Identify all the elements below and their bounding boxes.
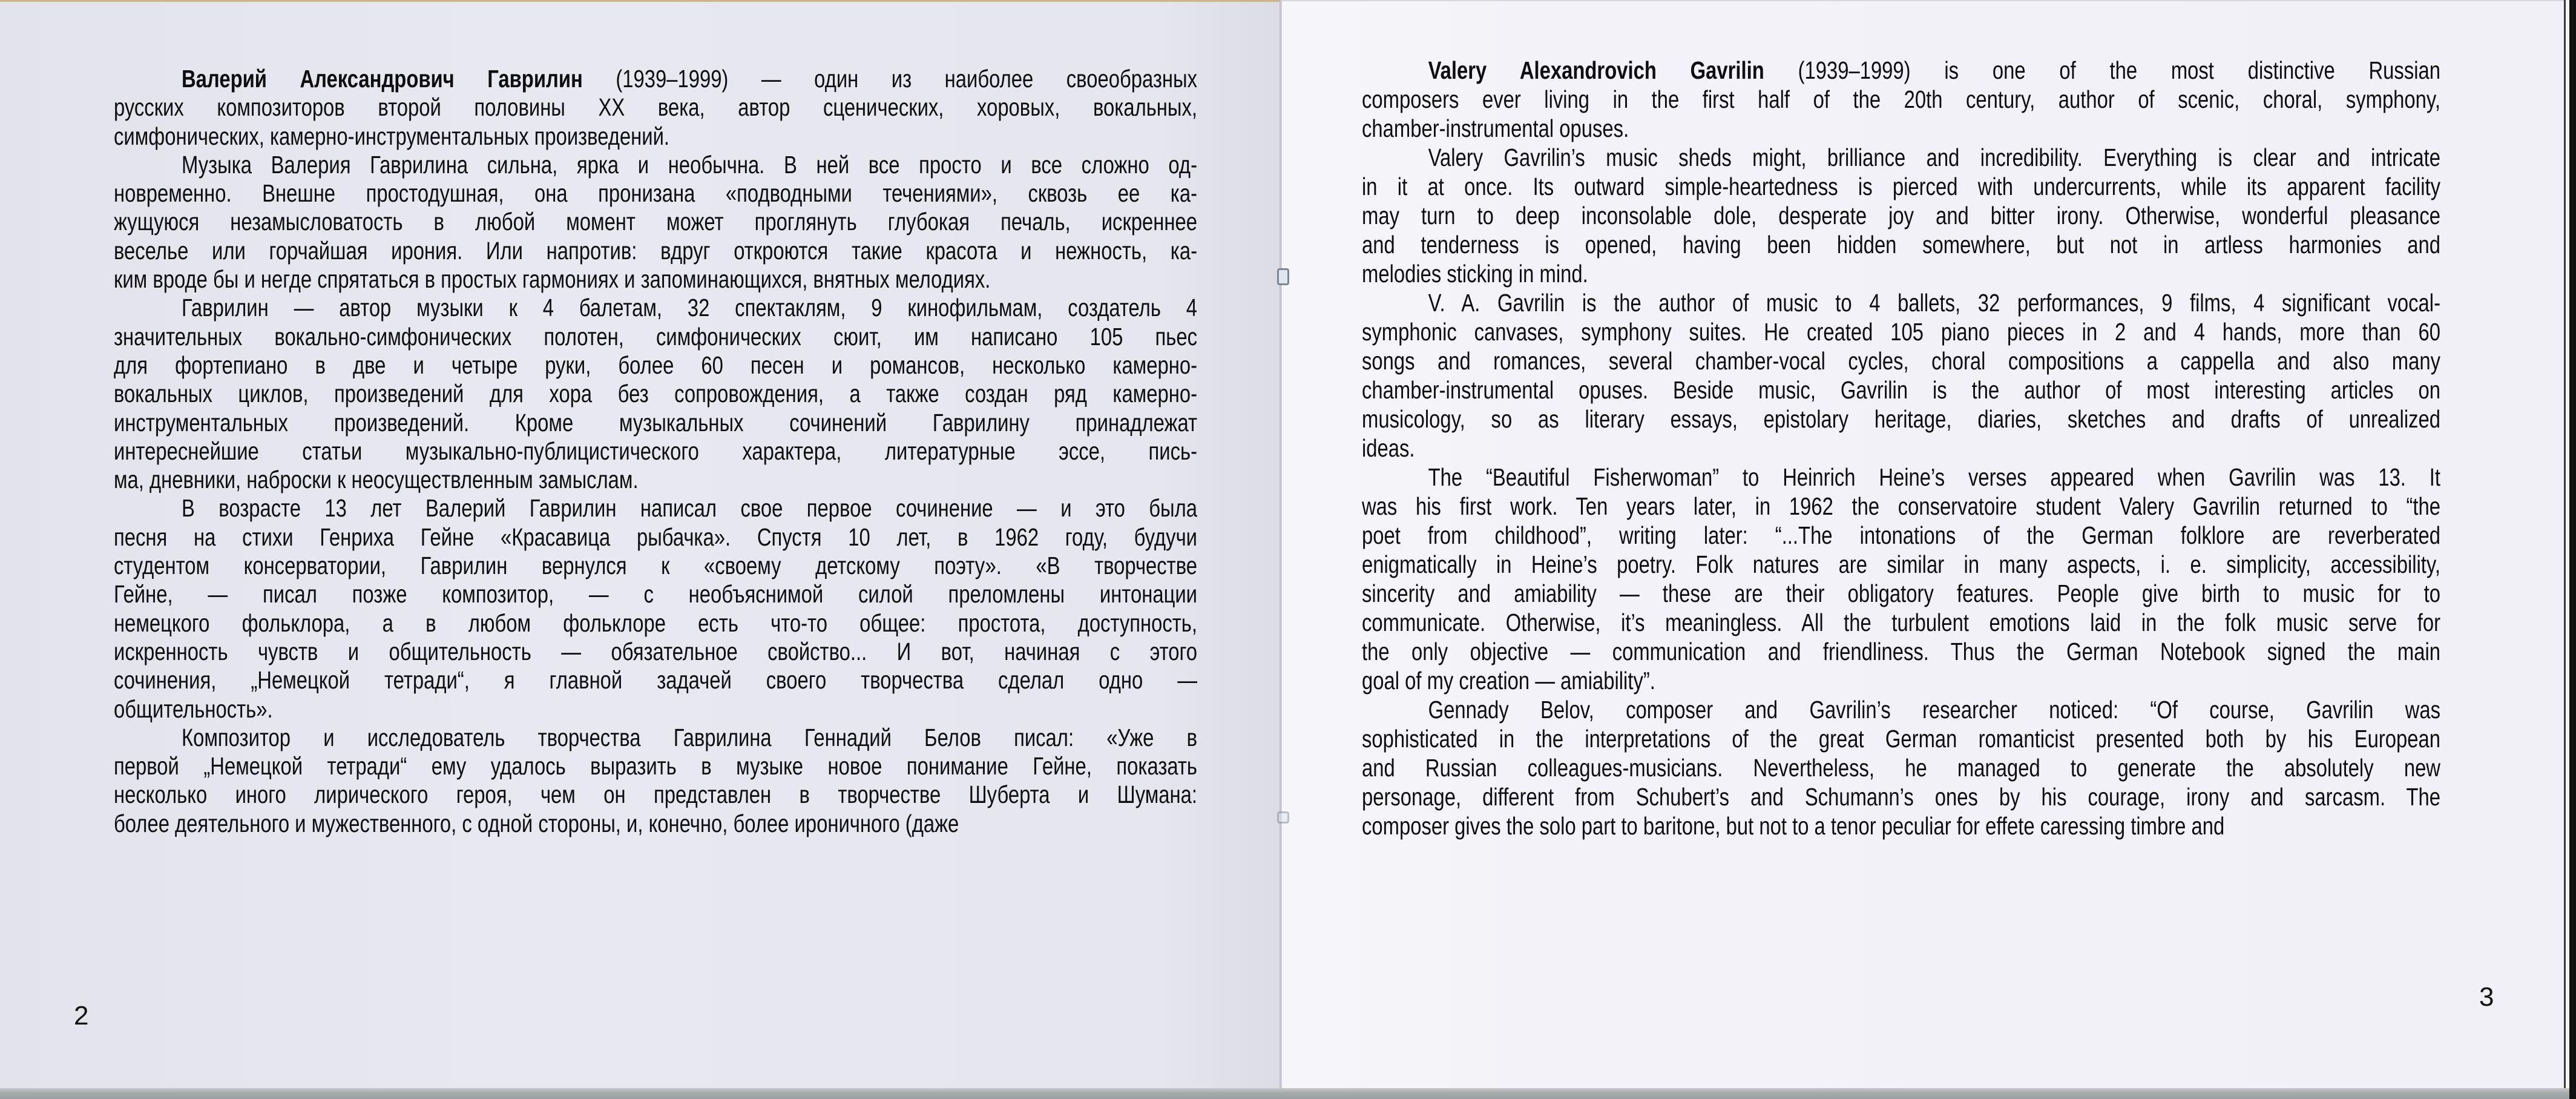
line-text: Музыка Валерия Гаврилина сильна, ярка и необычна. В ней все просто и все сложно од- (182, 150, 1197, 179)
line-text: более деятельного и мужественного, с одной стороны, и, конечно, более ироничного (даже (114, 809, 959, 837)
line-text: symphonic canvases, symphony suites. He created 105 piano pieces in 2 and 4 hands, more than 60 (1362, 318, 2440, 346)
paragraph (1362, 288, 2440, 463)
text-line-content (1362, 201, 2440, 229)
text-line (1362, 753, 2440, 782)
line-text: студентом консерватории, Гаврилин вернулся к «своему детскому поэту». «В творчестве (114, 552, 1197, 580)
line-text: искренность чувств и общительность — обязательное свойство... И вот, начиная с этого (114, 637, 1197, 665)
text-line-content (1362, 172, 2440, 200)
line-text: composer gives the solo part to baritone, but not to a tenor peculiar for effete caressing timbre and (1362, 812, 2225, 840)
line-text: ким вроде бы и негде спрятаться в простых гармониях и запоминающихся, внятных мелодиях. (114, 265, 991, 294)
text-line (1362, 434, 2440, 463)
line-text: общительность». (114, 695, 273, 723)
text-line (114, 494, 1197, 523)
paragraph (114, 151, 1197, 294)
text-line-content (114, 552, 1197, 580)
text-line (114, 151, 1197, 179)
text-line (114, 323, 1197, 351)
text-line (1362, 85, 2440, 114)
text-line (1362, 492, 2440, 521)
text-line-content (1362, 753, 2440, 782)
line-text: вокальных циклов, произведений для хора без сопровождения, а также создан ряд камерно- (114, 380, 1197, 408)
text-line (114, 609, 1197, 638)
line-text: composers ever living in the first half of the 20th century, author of scenic, choral, symphony, (1362, 85, 2440, 113)
line-text: (1939–1999) is one of the most distinctive Russian (1764, 56, 2440, 84)
text-line-content (1362, 579, 2440, 607)
text-line (114, 781, 1197, 809)
text-line (114, 523, 1197, 552)
line-text: musicology, so as literary essays, epistolary heritage, diaries, sketches and drafts of unrealized (1362, 405, 2440, 433)
text-line-content (114, 781, 1197, 809)
text-line-content (1362, 230, 2440, 259)
text-line-content (114, 380, 1197, 408)
text-line (1362, 579, 2440, 608)
text-line-content (1362, 85, 2440, 113)
line-text: was his first work. Ten years later, in 1962 the conservatoire student Valery Gavrilin returned to “the (1362, 492, 2440, 520)
text-line (1362, 550, 2440, 579)
page-number-left: 2 (74, 1001, 89, 1031)
text-line (1362, 521, 2440, 550)
text-line (114, 294, 1197, 322)
text-line (114, 466, 1197, 494)
line-text: chamber-instrumental opuses. (1362, 114, 1629, 142)
text-line-content (1362, 492, 2440, 520)
line-text: may turn to deep inconsolable dole, desperate joy and bitter irony. Otherwise, wonderful pleasance (1362, 202, 2440, 229)
paragraph (114, 494, 1197, 723)
text-line-content (1362, 404, 2440, 433)
text-line (114, 93, 1197, 122)
text-line (1362, 114, 2440, 143)
text-line (1362, 695, 2440, 724)
text-line (114, 65, 1197, 93)
text-line-content (114, 179, 1197, 208)
line-text: первой „Немецкой тетради“ ему удалось выразить в музыке новое понимание Гейне, показать (114, 752, 1197, 781)
text-line-content (1362, 811, 2440, 840)
left-page (0, 0, 1281, 1090)
text-line-content (114, 609, 1197, 638)
text-line-content (1362, 695, 2440, 724)
paragraph (1362, 143, 2440, 288)
line-text: ideas. (1362, 434, 1415, 462)
line-text: ма, дневники, наброски к неосуществленным замыслам. (114, 466, 639, 494)
text-line-content (114, 265, 1197, 294)
text-line (114, 122, 1197, 151)
line-text: V. A. Gavrilin is the author of music to 4 ballets, 32 performances, 9 films, 4 significant vocal- (1428, 289, 2440, 317)
text-line (1362, 172, 2440, 201)
text-line (114, 666, 1197, 695)
text-line (1362, 637, 2440, 666)
text-line (1362, 317, 2440, 346)
line-text: для фортепиано в две и четыре руки, более 60 песен и романсов, несколько камерно- (114, 351, 1197, 379)
text-line-content (114, 724, 1197, 752)
scanner-bed-strip (0, 1088, 2569, 1099)
text-line (114, 695, 1197, 724)
line-text: songs and romances, several chamber-vocal cycles, choral compositions a cappella and also many (1362, 347, 2440, 375)
line-text: The “Beautiful Fisherwoman” to Heinrich Heine’s verses appeared when Gavrilin was 13. It (1428, 463, 2440, 491)
bold-lead-name: Валерий Александрович Гаврилин (182, 65, 583, 93)
text-line (1362, 143, 2440, 172)
line-text: симфонических, камерно-инструментальных произведений. (114, 122, 670, 150)
text-line (1362, 666, 2440, 695)
text-line-content (114, 638, 1197, 666)
line-text: the only objective — communication and friendliness. Thus the German Notebook signed the main (1362, 638, 2440, 665)
text-line-content (1362, 463, 2440, 491)
text-line-content (114, 208, 1197, 236)
text-line-content (1362, 317, 2440, 346)
text-line-content (1362, 637, 2440, 665)
text-line (114, 380, 1197, 408)
line-text: веселье или горчайшая ирония. Или напротив: вдруг откроются такие красота и нежность, ка- (114, 236, 1197, 265)
text-line-content (114, 351, 1197, 380)
text-line-content (114, 494, 1197, 523)
line-text: интереснейшие статьи музыкально-публицистического характера, литературные эссе, пись- (114, 437, 1197, 465)
text-line (1362, 288, 2440, 317)
text-line-content (1362, 56, 2440, 84)
staple-icon (1277, 268, 1289, 285)
line-text: несколько иного лирического героя, чем он представлен в творчестве Шуберта и Шумана: (114, 781, 1197, 809)
line-text: personage, different from Schubert’s and Schumann’s ones by his courage, irony and sarcasm. The (1362, 783, 2440, 811)
line-text: песня на стихи Генриха Гейне «Красавица рыбачка». Спустя 10 лет, в 1962 году, будучи (114, 523, 1197, 551)
text-line-content (1362, 114, 2440, 142)
text-line (114, 351, 1197, 380)
line-text: goal of my creation — amiability”. (1362, 667, 1655, 695)
text-line-content (1362, 550, 2440, 578)
text-line-content (1362, 346, 2440, 375)
text-line-content (1362, 288, 2440, 317)
text-line-content (114, 65, 1197, 93)
text-line-content (114, 810, 1197, 838)
paragraph (1362, 695, 2440, 840)
line-text: значительных вокально-симфонических полотен, симфонических сюит, им написано 105 пьес (114, 322, 1197, 351)
text-line-content (114, 752, 1197, 781)
text-line (114, 810, 1197, 838)
bold-lead-name: Valery Alexandrovich Gavrilin (1428, 56, 1764, 84)
text-line-content (114, 695, 1197, 724)
text-line-content (114, 323, 1197, 351)
text-line-content (114, 666, 1197, 695)
booklet-spine (1280, 0, 1282, 1088)
line-text: enigmatically in Heine’s poetry. Folk natures are similar in many aspects, i. e. simplicity, accessibility, (1362, 550, 2440, 578)
line-text: Композитор и исследователь творчества Гаврилина Геннадий Белов писал: «Уже в (182, 723, 1197, 751)
text-line (1362, 404, 2440, 434)
line-text: and tenderness is opened, having been hidden somewhere, but not in artless harmonies and (1362, 231, 2440, 259)
text-line-content (114, 93, 1197, 122)
line-text: Гейне, — писал позже композитор, — с необъяснимой силой преломлены интонации (114, 580, 1197, 609)
text-line-content (114, 409, 1197, 437)
text-line-content (1362, 434, 2440, 462)
line-text: in it at once. Its outward simple-heartedness is pierced with undercurrents, while its apparent facility (1362, 173, 2440, 200)
line-text: жущуюся незамысловатость в любой момент может проглянуть глубокая печаль, искреннее (114, 208, 1197, 236)
line-text: communicate. Otherwise, it’s meaningless. All the turbulent emotions laid in the folk music serve for (1362, 609, 2440, 636)
text-line (114, 437, 1197, 466)
text-line-content (1362, 608, 2440, 636)
text-line (114, 265, 1197, 294)
text-line (114, 237, 1197, 265)
text-line-content (114, 523, 1197, 552)
right-page-text (1362, 56, 2440, 840)
left-page-text (114, 65, 1197, 838)
text-line-content (114, 580, 1197, 609)
page-number-right: 3 (2479, 982, 2494, 1012)
line-text: Гаврилин — автор музыки к 4 балетам, 32 спектаклям, 9 кинофильмам, создатель 4 (182, 294, 1197, 322)
line-text: chamber-instrumental opuses. Beside music, Gavrilin is the author of most interesting articles on (1362, 376, 2440, 404)
paragraph (1362, 463, 2440, 695)
text-line (114, 409, 1197, 437)
text-line (114, 580, 1197, 609)
text-line-content (1362, 782, 2440, 811)
text-line (114, 724, 1197, 752)
text-line (1362, 201, 2440, 230)
line-text: Gennady Belov, composer and Gavrilin’s researcher noticed: “Of course, Gavrilin was (1428, 696, 2440, 724)
line-text: немецкого фольклора, а в любом фольклоре есть что-то общее: простота, доступность, (114, 609, 1197, 637)
text-line-content (114, 466, 1197, 494)
text-line (1362, 56, 2440, 85)
line-text: русских композиторов второй половины XX века, автор сценических, хоровых, вокальных, (114, 93, 1197, 122)
line-text: sophisticated in the interpretations of the great German romanticist presented both by his European (1362, 725, 2440, 753)
text-line (1362, 724, 2440, 753)
text-line (1362, 782, 2440, 811)
text-line-content (1362, 521, 2440, 549)
scanner-background (2569, 0, 2576, 1099)
text-line-content (114, 237, 1197, 265)
text-line (114, 638, 1197, 666)
text-line (114, 552, 1197, 580)
line-text: новременно. Внешне простодушная, она пронизана «подводными течениями», сквозь ее ка- (114, 179, 1197, 208)
right-page (1281, 0, 2564, 1089)
text-line-content (114, 437, 1197, 466)
text-line (114, 208, 1197, 236)
text-line-content (114, 122, 1197, 151)
text-line-content (1362, 375, 2440, 404)
paragraph (114, 294, 1197, 494)
text-line (1362, 811, 2440, 840)
line-text: инструментальных произведений. Кроме музыкальных сочинений Гаврилину принадлежат (114, 408, 1197, 437)
line-text: melodies sticking in mind. (1362, 260, 1588, 288)
line-text: and Russian colleagues-musicians. Nevertheless, he managed to generate the absolutely new (1362, 754, 2440, 782)
text-line (114, 752, 1197, 781)
line-text: Valery Gavrilin’s music sheds might, brilliance and incredibility. Everything is clear and intricate (1428, 144, 2440, 171)
text-line-content (1362, 724, 2440, 753)
text-line-content (1362, 259, 2440, 288)
paragraph (114, 724, 1197, 838)
paragraph (1362, 56, 2440, 143)
paragraph (114, 65, 1197, 151)
line-text: сочинения, „Немецкой тетради“, я главной задачей своего творчества сделал одно — (114, 666, 1197, 695)
line-text: В возрасте 13 лет Валерий Гаврилин написал свое первое сочинение — и это была (182, 494, 1197, 523)
line-text: (1939–1999) — один из наиболее своеобразных (582, 65, 1197, 93)
text-line (1362, 375, 2440, 404)
text-line-content (1362, 143, 2440, 171)
text-line (1362, 608, 2440, 637)
text-line (1362, 259, 2440, 288)
text-line-content (114, 151, 1197, 179)
text-line (1362, 463, 2440, 492)
text-line-content (1362, 666, 2440, 695)
text-line-content (114, 294, 1197, 322)
text-line (114, 179, 1197, 208)
text-line (1362, 346, 2440, 375)
staple-icon (1277, 811, 1289, 823)
line-text: sincerity and amiability — these are their obligatory features. People give birth to music for to (1362, 579, 2440, 607)
line-text: poet from childhood”, writing later: “...The intonations of the German folklore are reverberated (1362, 521, 2440, 549)
text-line (1362, 230, 2440, 259)
